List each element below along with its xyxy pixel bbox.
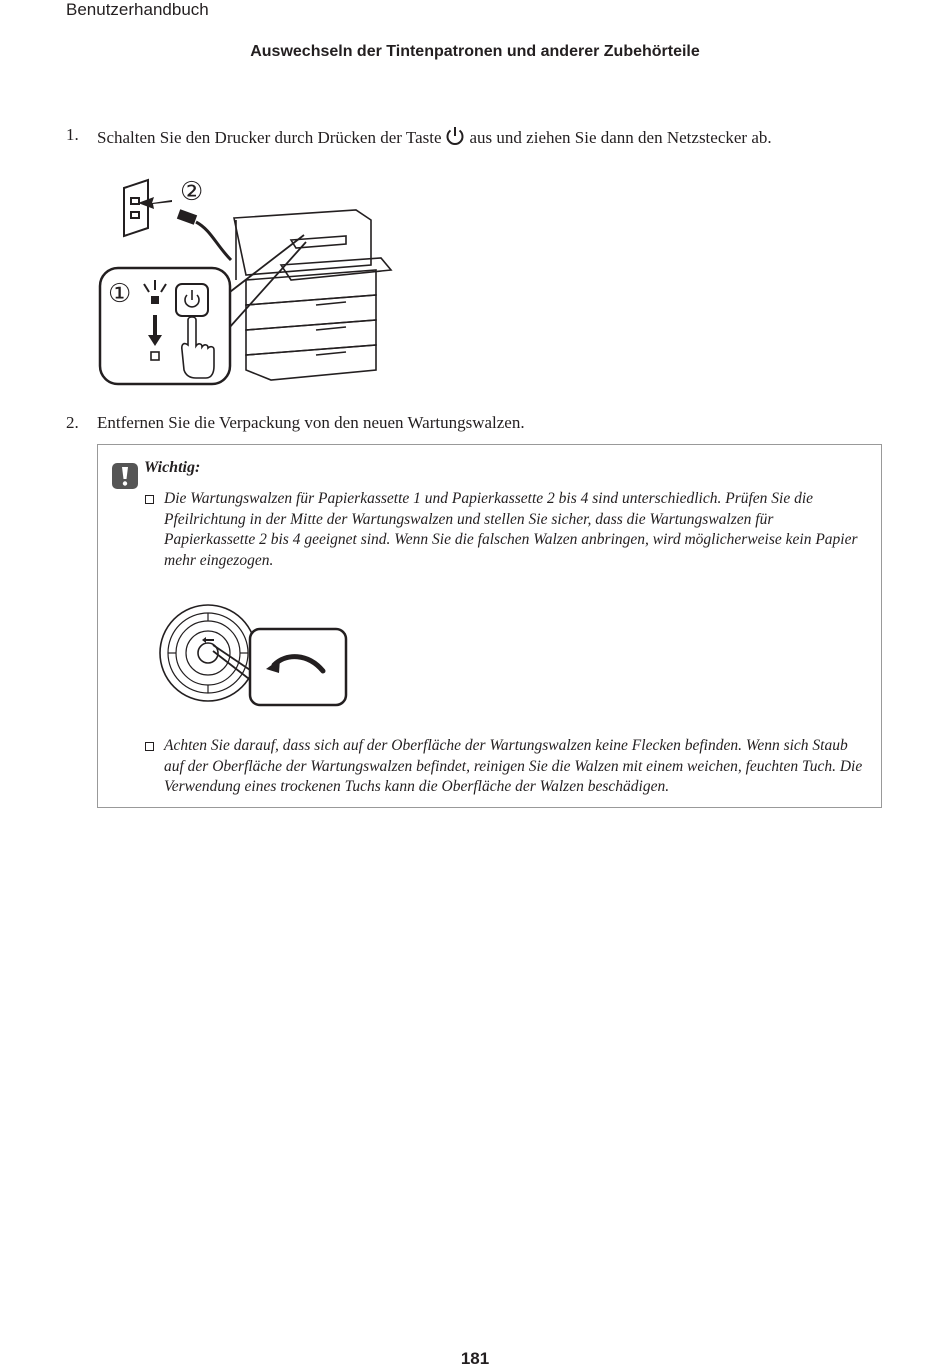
callout-2: ② [180,177,204,207]
power-plug-icon [177,209,231,260]
bullet-icon [145,742,154,751]
page-number: 181 [460,1349,490,1368]
step-text-after: aus und ziehen Sie dann den Netzstecker ab. [469,128,772,147]
roller-arrow-illustration [158,597,353,713]
important-notice [97,444,882,808]
wall-outlet-icon [124,180,148,236]
notice-item: Die Wartungswalzen für Papierkassette 1 und Papierkassette 2 bis 4 sind unterschiedlich. Prüfen Sie die Pfeilrichtung in der Mitte der Wartungswalzen und stellen Sie sicher, dass die Wartungswalzen für Papierkassette 2 bis 4 geeignet sind. Wenn Sie die falschen Walzen anbringen, wird möglicherweise kein Papier mehr eingezogen. [164,490,858,569]
step-text [97,125,772,148]
led-off-icon [151,352,159,360]
manual-title: Benutzerhandbuch [66,0,209,19]
notice-title: Wichtig: [144,459,201,476]
step-text-before: Schalten Sie den Drucker durch Drücken der Taste [97,128,442,147]
printer-power-off-illustration [96,170,396,390]
maintenance-roller-icon [160,605,256,701]
power-icon [444,125,466,147]
step-number: 1. [66,125,79,144]
bullet-icon [145,495,154,504]
step-text: Entfernen Sie die Verpackung von den neuen Wartungswalzen. [97,413,525,432]
step-number: 2. [66,413,79,432]
unplug-arrow-icon [138,197,172,209]
callout-1: ① [108,279,132,309]
exclamation-icon [112,463,138,489]
notice-item: Achten Sie darauf, dass sich auf der Oberfläche der Wartungswalzen keine Flecken befinden. Wenn sich Staub auf der Oberfläche der Wartungswalzen befindet, reinigen Sie die Walzen mit einem weichen, feuchten Tuch. Die Verwendung eines trockenen Tuchs kann die Oberfläche der Walzen beschädigen. [164,737,863,795]
chapter-title: Auswechseln der Tintenpatronen und anderer Zubehörteile [250,43,700,60]
